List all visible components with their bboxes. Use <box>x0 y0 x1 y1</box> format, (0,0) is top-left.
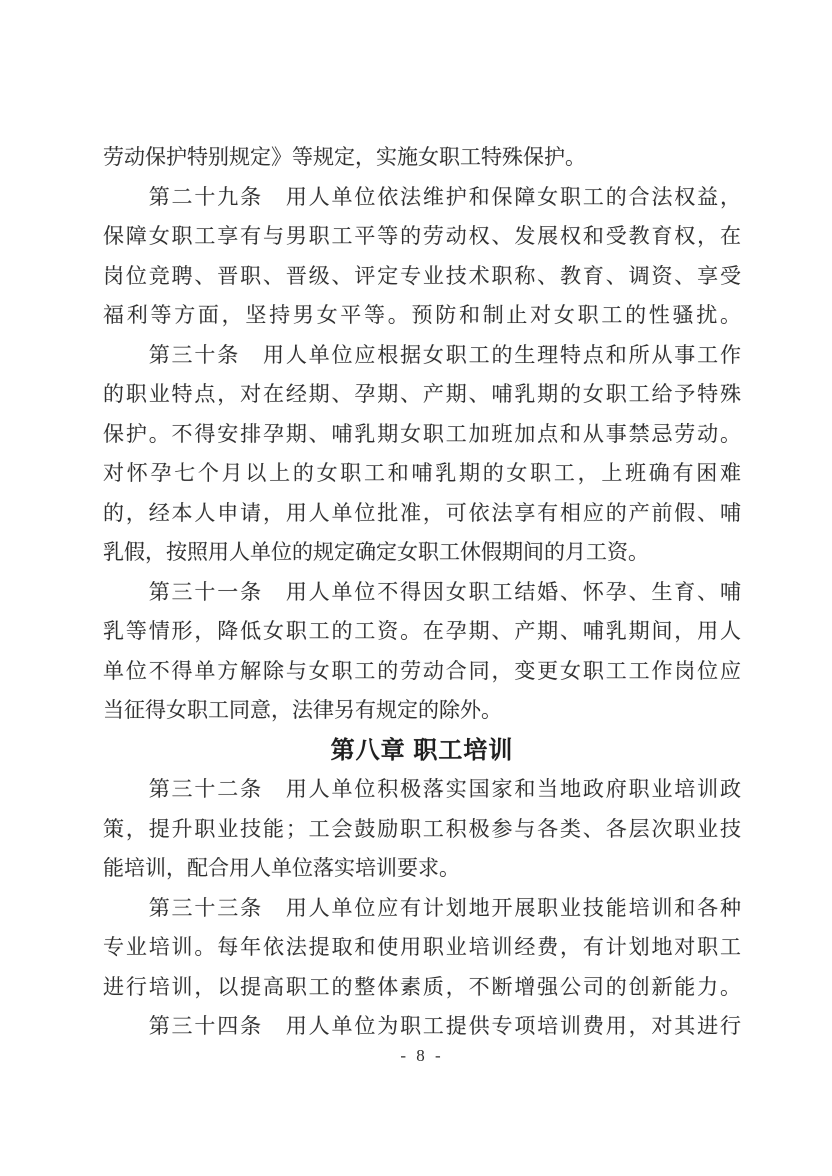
text-line: 专业培训。每年依法提取和使用职业培训经费，有计划地对职工 <box>103 935 741 959</box>
text-line: 岗位竞聘、晋职、晋级、评定专业技术职称、教育、调资、享受 <box>103 263 741 288</box>
text-line: 第三十三条 用人单位应有计划地开展职业技能培训和各种 <box>103 895 741 920</box>
text-line: 的职业特点，对在经期、孕期、产期、哺乳期的女职工给予特殊 <box>103 382 741 406</box>
text-line: 劳动保护特别规定》等规定，实施女职工特殊保护。 <box>103 145 586 169</box>
text-line: 对怀孕七个月以上的女职工和哺乳期的女职工，上班确有困难 <box>103 461 741 485</box>
text-line: 保护。不得安排孕期、哺乳期女职工加班加点和从事禁忌劳动。 <box>103 421 741 446</box>
text-line: 单位不得单方解除与女职工的劳动合同，变更女职工工作岗位应 <box>103 658 741 683</box>
text-line: 能培训，配合用人单位落实培训要求。 <box>103 856 460 880</box>
text-line: 当征得女职工同意，法律另有规定的除外。 <box>103 698 502 722</box>
text-line: 的，经本人申请，用人单位批准，可依法享有相应的产前假、哺 <box>103 500 741 525</box>
text-line: 乳等情形，降低女职工的工资。在孕期、产期、哺乳期间，用人 <box>103 619 741 643</box>
text-line: 第三十四条 用人单位为职工提供专项培训费用，对其进行 <box>103 1014 741 1038</box>
text-line: 保障女职工享有与男职工平等的劳动权、发展权和受教育权，在 <box>103 224 741 248</box>
text-line: 福利等方面，坚持男女平等。预防和制止对女职工的性骚扰。 <box>103 303 741 327</box>
text-line: 进行培训，以提高职工的整体素质，不断增强公司的创新能力。 <box>103 974 741 999</box>
text-line: 第二十九条 用人单位依法维护和保障女职工的合法权益， <box>103 184 741 209</box>
text-line: 第三十一条 用人单位不得因女职工结婚、怀孕、生育、哺 <box>103 579 741 604</box>
text-line: 乳假，按照用人单位的规定确定女职工休假期间的月工资。 <box>103 540 649 564</box>
text-line: 第三十二条 用人单位积极落实国家和当地政府职业培训政 <box>103 777 741 801</box>
text-line: 第三十条 用人单位应根据女职工的生理特点和所从事工作 <box>103 342 741 367</box>
text-line: 策，提升职业技能；工会鼓励职工积极参与各类、各层次职业技 <box>103 816 741 841</box>
chapter-heading: 第八章 职工培训 <box>330 736 514 764</box>
page-number: - 8 - <box>400 1046 444 1065</box>
document-body <box>103 138 741 1047</box>
